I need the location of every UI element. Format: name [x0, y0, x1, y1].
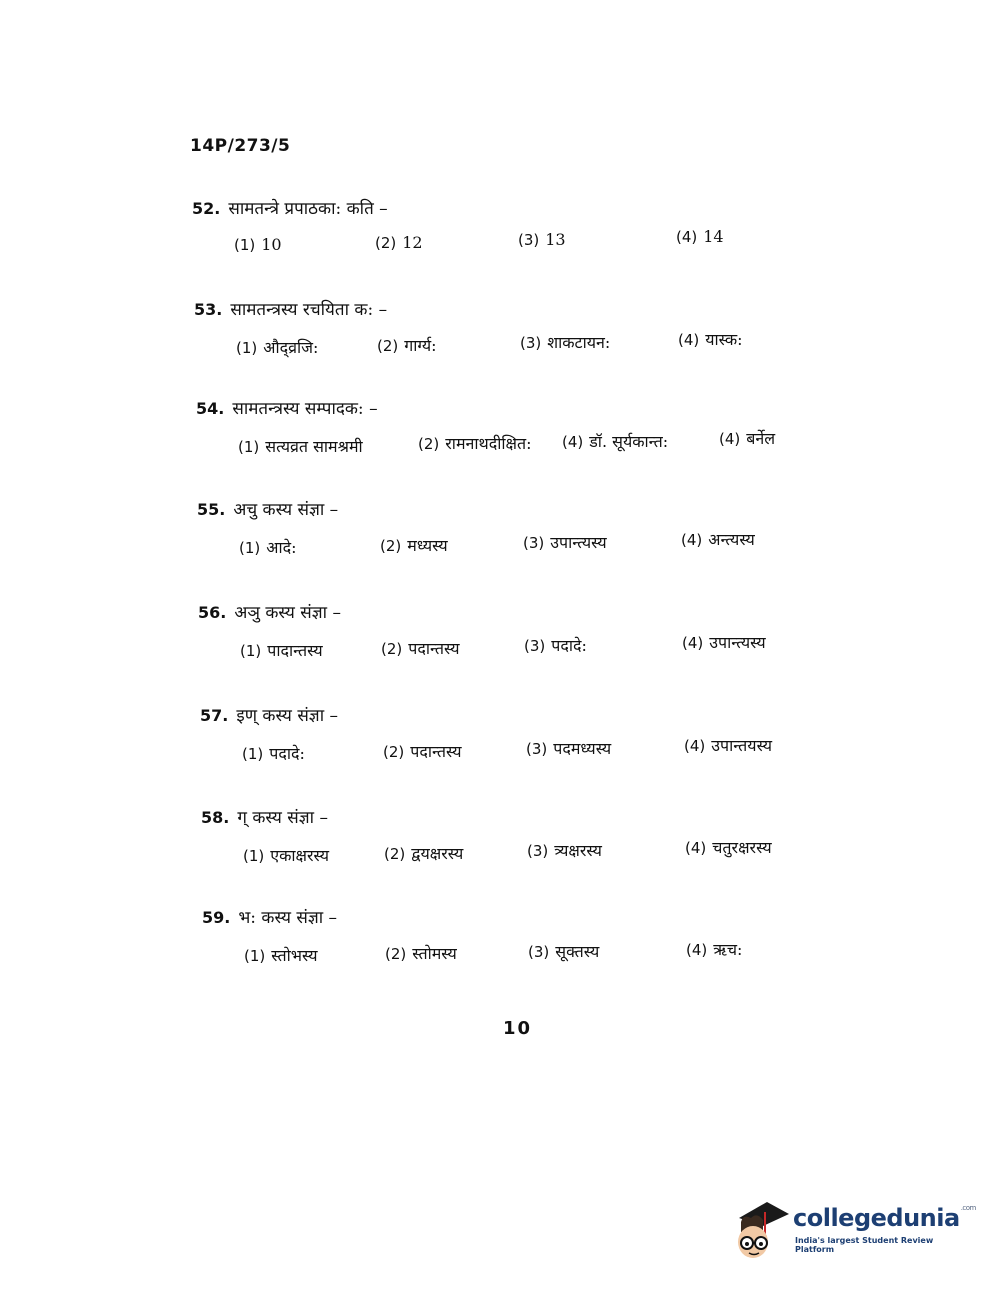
collegedunia-logo	[733, 1196, 976, 1266]
option-4: (4) बर्नेल	[719, 429, 776, 448]
option-2: (2) पदान्तस्य	[383, 742, 462, 761]
logo-wordmark: collegedunia	[793, 1204, 960, 1232]
option-3: (3) त्र्यक्षरस्य	[527, 841, 602, 860]
question-text: ग् कस्य संज्ञा –	[237, 808, 328, 828]
option-1: (1) एकाक्षरस्य	[243, 846, 330, 865]
question-number: 54.	[196, 399, 225, 418]
question-number: 53.	[194, 300, 223, 319]
question-text: सामतन्त्रस्य सम्पादक: –	[232, 399, 378, 419]
question-text: भ: कस्य संज्ञा –	[238, 908, 338, 928]
option-3: (4) डॉ. सूर्यकान्त:	[562, 432, 669, 451]
logo-tagline: India's largest Student Review Platform	[795, 1236, 934, 1254]
option-3: (3) उपान्त्यस्य	[523, 533, 607, 552]
option-4: (4) 14	[676, 227, 724, 246]
option-2: (2) द्वयक्षरस्य	[384, 844, 464, 863]
paper-code: 14P/273/5	[190, 136, 291, 156]
question-text: अञु कस्य संज्ञा –	[234, 603, 341, 623]
option-4: (4) उपान्तयस्य	[684, 736, 773, 755]
question-number: 59.	[202, 908, 231, 927]
option-3: (3) पदादे:	[524, 636, 587, 655]
question-text: अचु कस्य संज्ञा –	[233, 500, 339, 520]
option-4: (4) चतुरक्षरस्य	[685, 838, 772, 857]
option-2: (2) स्तोमस्य	[385, 944, 457, 963]
option-1: (1) पादान्तस्य	[240, 641, 323, 660]
question-text: इण् कस्य संज्ञा –	[236, 706, 339, 726]
option-2: (2) 12	[375, 233, 423, 252]
option-3: (3) 13	[518, 230, 566, 249]
question-number: 57.	[200, 706, 229, 725]
option-1: (1) स्तोभस्य	[244, 946, 318, 965]
option-3: (3) शाकटायन:	[520, 333, 611, 352]
question-text: सामतन्त्रस्य रचयिता क: –	[230, 300, 388, 320]
question-number: 56.	[198, 603, 227, 622]
option-4: (4) यास्क:	[678, 330, 743, 349]
option-2: (2) पदान्तस्य	[381, 639, 460, 658]
option-3: (3) सूक्तस्य	[528, 942, 600, 961]
question-text: सामतन्त्रे प्रपाठका: कति –	[228, 199, 388, 219]
option-4: (4) ऋच:	[686, 940, 743, 959]
option-1: (1) पदादे:	[242, 744, 305, 763]
option-1: (1) आदे:	[239, 538, 297, 557]
mascot-icon	[733, 1196, 791, 1266]
option-2: (2) रामनाथदीक्षित:	[418, 434, 532, 453]
option-3: (3) पदमध्यस्य	[526, 739, 612, 758]
option-2: (2) गार्ग्य:	[377, 336, 437, 355]
option-1: (1) औद्व्रजि:	[236, 338, 319, 357]
logo-suffix: .com	[960, 1204, 976, 1212]
question-number: 52.	[192, 199, 221, 218]
page-number: 10	[503, 1018, 533, 1039]
option-1: (1) सत्यव्रत सामश्रमी	[238, 437, 363, 456]
option-4: (4) अन्त्यस्य	[681, 530, 755, 549]
option-2: (2) मध्यस्य	[380, 536, 448, 555]
option-4: (4) उपान्त्यस्य	[682, 633, 766, 652]
question-number: 58.	[201, 808, 230, 827]
question-number: 55.	[197, 500, 226, 519]
option-1: (1) 10	[234, 235, 282, 254]
